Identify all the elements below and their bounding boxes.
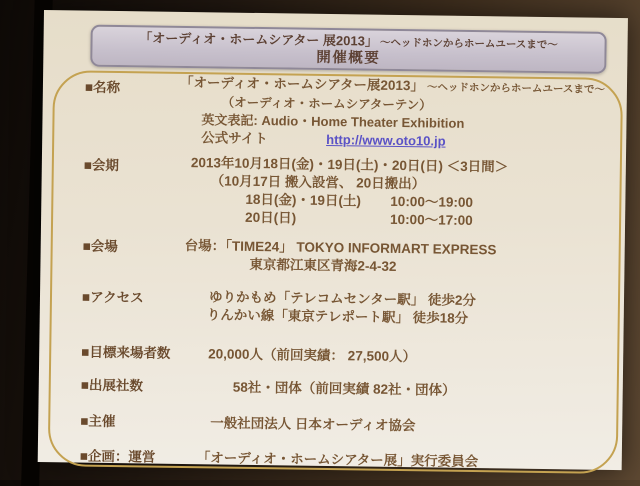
field-label-venue: ■会場 bbox=[82, 238, 118, 255]
overview-panel bbox=[48, 70, 623, 474]
dates-slot2-hours: 10:00～17:00 bbox=[390, 211, 473, 229]
row-dates bbox=[53, 152, 620, 232]
exhibition-reading: （オーディオ・ホームシアターテン） bbox=[221, 95, 432, 113]
dates-slot2 bbox=[245, 209, 619, 232]
field-label-access: ■アクセス bbox=[81, 289, 144, 306]
row-name bbox=[54, 72, 621, 153]
organizer-value: 一般社団法人 日本オーディオ協会 bbox=[210, 415, 416, 434]
official-site-link[interactable]: http://www.oto10.jp bbox=[326, 131, 446, 149]
exhibitors-value: 58社・団体（前回実績 82社・団体） bbox=[232, 379, 456, 398]
slide-heading: 開催概要 bbox=[316, 49, 381, 67]
field-label-dates: ■会期 bbox=[83, 157, 120, 174]
slide-title: 「オーディオ・ホームシアター 展2013」 bbox=[139, 30, 378, 49]
dates-slot1-days: 18日(金)・19日(土) bbox=[245, 191, 361, 209]
planning-value: 「オーディオ・ホームシアター展」実行委員会 bbox=[196, 450, 479, 470]
row-target-visitors bbox=[51, 343, 617, 369]
official-site-label: 公式サイト bbox=[201, 130, 268, 147]
dates-slot2-days: 20日(日) bbox=[245, 209, 297, 226]
row-planning bbox=[50, 447, 616, 473]
field-label-exhibitors: ■出展社数 bbox=[80, 377, 144, 394]
access-route-2: りんかい線「東京テレポート駅」 徒歩18分 bbox=[206, 307, 469, 326]
row-exhibitors bbox=[51, 376, 617, 402]
row-organizer bbox=[50, 412, 616, 438]
dates-main: 2013年10月18日(金)・19日(土)・20日(日) ＜3日間＞ bbox=[190, 155, 509, 175]
field-label-name: ■名称 bbox=[84, 79, 121, 96]
projection-screen bbox=[38, 10, 628, 470]
exhibition-subtitle: ～ヘッドホンからホームユースまで～ bbox=[426, 81, 606, 96]
dates-slot1-hours: 10:00～19:00 bbox=[390, 193, 474, 211]
slide-title-box bbox=[90, 25, 607, 74]
exhibition-english-name: 英文表記: Audio・Home Theater Exhibition bbox=[201, 112, 465, 131]
field-label-target-visitors: ■目標来場者数 bbox=[81, 344, 171, 361]
venue-address: 東京都江東区青海2-4-32 bbox=[249, 256, 397, 274]
row-access bbox=[52, 286, 618, 330]
slide-title-subtitle: ～ヘッドホンからホームユースまで～ bbox=[379, 36, 558, 52]
field-label-organizer: ■主催 bbox=[80, 413, 116, 430]
row-venue bbox=[52, 235, 618, 279]
target-visitors-value: 20,000人（前回実績： 27,500人） bbox=[208, 346, 417, 365]
access-route-1: ゆりかもめ「テレコムセンター駅」 徒歩2分 bbox=[208, 289, 477, 309]
dates-setup-note: （10月17日 搬入設営、 20日搬出） bbox=[210, 173, 426, 192]
venue-name: 台場：「TIME24」 TOKYO INFORMART EXPRESS bbox=[184, 237, 497, 258]
exhibition-title: 「オーディオ・ホームシアター展2013」 bbox=[179, 74, 425, 94]
field-label-planning: ■企画：運営 bbox=[79, 448, 156, 465]
